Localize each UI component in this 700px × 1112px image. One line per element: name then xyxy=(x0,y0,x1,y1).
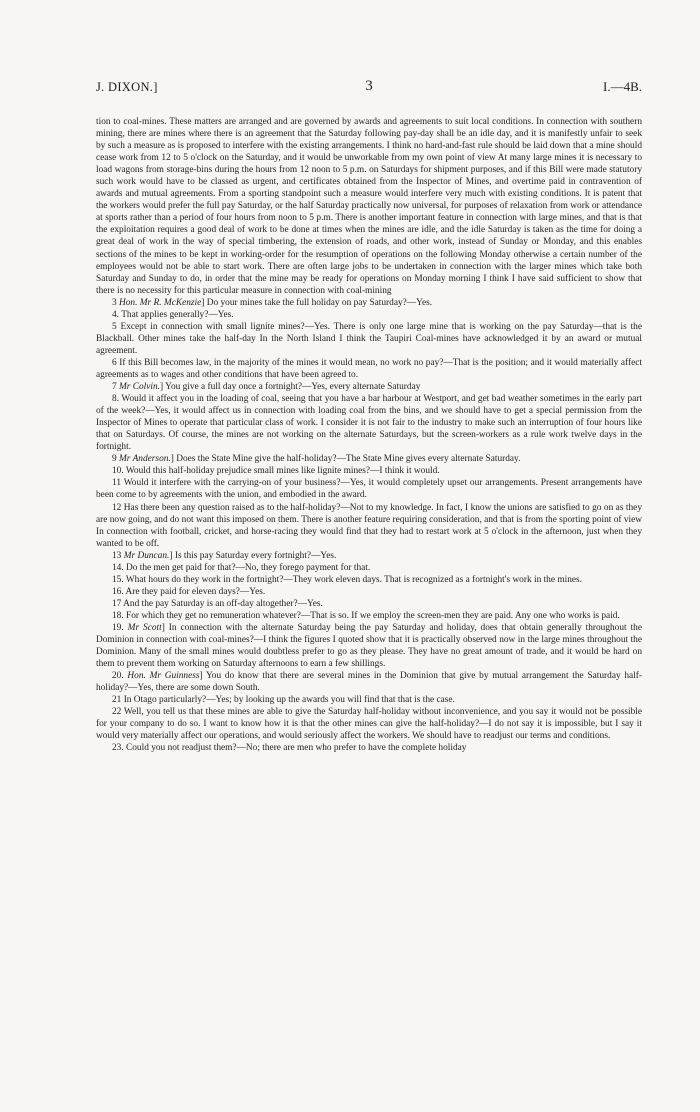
question-number: 23. xyxy=(112,743,124,754)
paragraph xyxy=(96,562,642,574)
speaker-name: Hon. Mr Guinness xyxy=(127,671,200,682)
question-number: 16. xyxy=(112,586,124,597)
paragraph xyxy=(96,321,642,357)
paragraph-text: In connection with the alternate Saturday being the pay Saturday and holiday, does that obtain generally throughout the Dominion in connection with coal-mines?—I think the figures I quoted show that it is practically observed now in the large mines throughout the Dominion. Many of the small mines would doubtless prefer to go as they please. They have no great amount of trade, and it would be hard on them to prevent them working on Saturday afternoons to earn a few shillings. xyxy=(96,622,642,670)
paragraph-text: Could you not readjust them?—No; there are men who prefer to have the complete holiday xyxy=(126,743,467,754)
paragraph xyxy=(96,694,642,706)
paragraph xyxy=(96,706,642,742)
question-number: 14. xyxy=(112,562,124,573)
paragraph-text: For which they get no remuneration whatever?—That is so. If we employ the screen-men they are paid. Any one who works is paid. xyxy=(126,610,620,621)
question-number: 22 xyxy=(112,707,122,718)
evidence-text xyxy=(96,116,642,754)
speaker-name: Mr Anderson. xyxy=(119,454,171,465)
question-number: 13 xyxy=(112,550,122,561)
question-number: 21 xyxy=(112,695,122,706)
paragraph xyxy=(96,574,642,586)
question-number: 5 xyxy=(112,321,117,332)
question-number: 19. xyxy=(112,622,124,633)
paragraph-text: That applies generally?—Yes. xyxy=(121,309,234,320)
paragraph xyxy=(96,393,642,453)
paragraph-text: Does the State Mine give the half-holiday?—The State Mine gives every alternate Saturday. xyxy=(176,454,521,465)
question-number: 15. xyxy=(112,574,124,585)
question-number: 20. xyxy=(112,671,124,682)
paragraph-text: If this Bill becomes law, in the majority of the mines it would mean, no work no pay?—That is the position; and it would materially affect agreements as to wages and other conditions that have been agreed to. xyxy=(96,357,642,380)
speaker-name: Mr Colvin. xyxy=(119,382,161,393)
witness-name: J. DIXON.] xyxy=(96,80,158,94)
paragraph-text: Would it affect you in the loading of coal, seeing that you have a bar harbour at Westport, and get bad weather sometimes in the early part of the week?—Yes, it would affect us in connection with loading coal from the bins, and we should have to get a special permission from the Inspector of Mines to operate that particular class of work. I consider it is not fair to the industry to make such an interruption of four hours like that on Saturdays. Of course, the mines are not working on the alternate Saturdays, but the screen-workers as a rule work twelve days in the fortnight. xyxy=(96,394,642,453)
paragraph-text: Do the men get paid for that?—No, they forego payment for that. xyxy=(126,562,371,573)
paragraph xyxy=(96,465,642,477)
paragraph xyxy=(96,502,642,550)
paragraph xyxy=(96,477,642,501)
paragraph: 3 Hon. Mr R. McKenzie] Do your mines take the full holiday on pay Saturday?—Yes. xyxy=(112,297,433,308)
paragraph xyxy=(96,357,642,381)
paragraph-text: Would this half-holiday prejudice small mines like lignite mines?—I think it would. xyxy=(125,466,440,477)
paper-reference: I.—4B. xyxy=(603,79,642,94)
page-number: 3 xyxy=(365,78,373,94)
speaker-name: Mr Duncan. xyxy=(123,550,170,561)
question-number: 10. xyxy=(112,466,124,477)
paragraph-text: Are they paid for eleven days?—Yes. xyxy=(125,586,266,597)
paragraph xyxy=(96,586,642,598)
paragraph xyxy=(96,610,642,622)
paragraph xyxy=(96,742,642,754)
paragraph-text: Except in connection with small lignite mines?—Yes. There is only one large mine that is working on the pay Saturday—that is the Blackball. Other mines take the half-day In the North Island I think the Taupiri Coal-mines have acknowledged it by an award or mutual agreement. xyxy=(96,321,642,356)
page-header xyxy=(96,78,642,98)
paragraph: 20. Hon. Mr Guinness] You do know that there are several mines in the Dominion that give by mutual arrangement the Saturday half-holiday?—Yes, there are some down South. xyxy=(96,671,642,694)
paragraph-text: Has there been any question raised as to the half-holiday?—Not to my knowledge. In fact, I know the unions are satisfied to go on as they are now going, and do not want this imposed on them. There is another feature requiring consideration, and that is from the sporting point of view In connection with football, cricket, and horse-racing they would find that they had to restart work at 5 o'clock in the afternoon, just when they wanted to be off. xyxy=(96,502,642,549)
paragraph xyxy=(96,116,642,297)
question-number: 7 xyxy=(112,382,117,393)
paragraph-text: In Otago particularly?—Yes; by looking up the awards you will find that that is the case. xyxy=(123,695,455,706)
paragraph-text: Well, you tell us that these mines are able to give the Saturday half-holiday without inconvenience, and you say it would not be possible for your company to do so. I want to know how it is that the other mines can give the half-holiday?—I do not say it is impossible, but I say it would very materially affect our operations, and would seriously affect the workers. We should have to readjust our terms and conditions. xyxy=(96,707,642,742)
paragraph-text: You give a full day once a fortnight?—Yes, every alternate Saturday xyxy=(165,382,421,393)
speaker-name: Hon. Mr R. McKenzie xyxy=(119,297,202,308)
paragraph-text: Would it interfere with the carrying-on of your business?—Yes, it would completely upset our arrangements. Present arrangements have been come to by agreements with the union, and embodied in the award. xyxy=(96,478,642,501)
paragraph: 7 Mr Colvin.] You give a full day once a fortnight?—Yes, every alternate Saturday xyxy=(112,382,421,393)
paragraph-text: tion to coal-mines. These matters are arranged and are governed by awards and agreements to suit local conditions. In connection with southern mining, there are mines where there is an agreement that the Saturday following pay-day shall be an idle day, and it is manifestly unfair to seek by such a measure as is proposed to interfere with the existing arrangements. I think no hard-and-fast rule should be laid down that a mine should cease work from 12 to 5 o'clock on the Saturday, and it would be unworkable from my own point of view At many large mines it is necessary to load wagons from storage-bins during the hours from 12 noon to 5 p.m. on Saturdays for shipment purposes, and if this Bill were made statutory such work would have to be classed as urgent, and certificates obtained from the Inspector of Mines, and overtime paid in contravention of awards and mutual agreements. From a sporting standpoint such a measure would interfere very much with existing conditions. It is patent that the workers would prefer the full pay Saturday, or the half Saturday practically now universal, for purposes of relaxation from work or attendance at sports rather than a period of four hours from noon to 5 p.m. There is another important feature in connection with large mines, and that is that the exploitation requires a good deal of work to be done at times when the mines are idle, and the idle Saturday is taken as the time for doing a great deal of work in the way of special timbering, the extension of roads, and other work, instead of Sunday or Monday, and this enables sections of the mines to be kept in working-order for the resumption of operations on the following Monday otherwise a certain number of the employees would not be able to start work. There are often large jobs to be undertaken in connection with the larger mines which take both Saturday and Sunday to do, in order that the mine may be ready for operations on Monday morning I think I have said sufficient to show that there is no necessity for this particular measure in connection with coal-mining xyxy=(96,117,642,296)
question-number: 11 xyxy=(112,478,121,489)
paragraph xyxy=(96,309,642,321)
paragraph-text: Do your mines take the full holiday on pay Saturday?—Yes. xyxy=(206,297,433,308)
paragraph-text: What hours do they work in the fortnight?—They work eleven days. That is recognized as a fortnight's work in the mines. xyxy=(125,574,582,585)
paragraph xyxy=(96,598,642,610)
paragraph-text: And the pay Saturday is an off-day altogether?—Yes. xyxy=(123,598,323,609)
question-number: 9 xyxy=(112,454,117,465)
question-number: 4. xyxy=(112,309,120,320)
speaker-name: Mr Scott xyxy=(127,622,162,633)
question-number: 6 xyxy=(112,357,117,368)
question-number: 18. xyxy=(112,610,124,621)
question-number: 8. xyxy=(112,394,120,405)
paragraph: 19. Mr Scott] In connection with the alternate Saturday being the pay Saturday and holiday, does that obtain generally throughout the Dominion in connection with coal-mines?—I think the figures I quoted show that it is practically observed now in the large mines throughout the Dominion. Many of the small mines would doubtless prefer to go as they please. They have no great amount of trade, and it would be hard on them to prevent them working on Saturday afternoons to earn a few shillings. xyxy=(96,622,642,670)
paragraph-text: Is this pay Saturday every fortnight?—Yes. xyxy=(174,550,337,561)
paragraph: 13 Mr Duncan.] Is this pay Saturday every fortnight?—Yes. xyxy=(112,550,337,561)
question-number: 17 xyxy=(112,598,122,609)
paragraph-text: You do know that there are several mines in the Dominion that give by mutual arrangement the Saturday half-holiday?—Yes, there are some down South. xyxy=(96,671,642,694)
question-number: 12 xyxy=(112,502,122,513)
paragraph: 9 Mr Anderson.] Does the State Mine give the half-holiday?—The State Mine gives every alternate Saturday. xyxy=(112,454,521,465)
question-number: 3 xyxy=(112,297,117,308)
